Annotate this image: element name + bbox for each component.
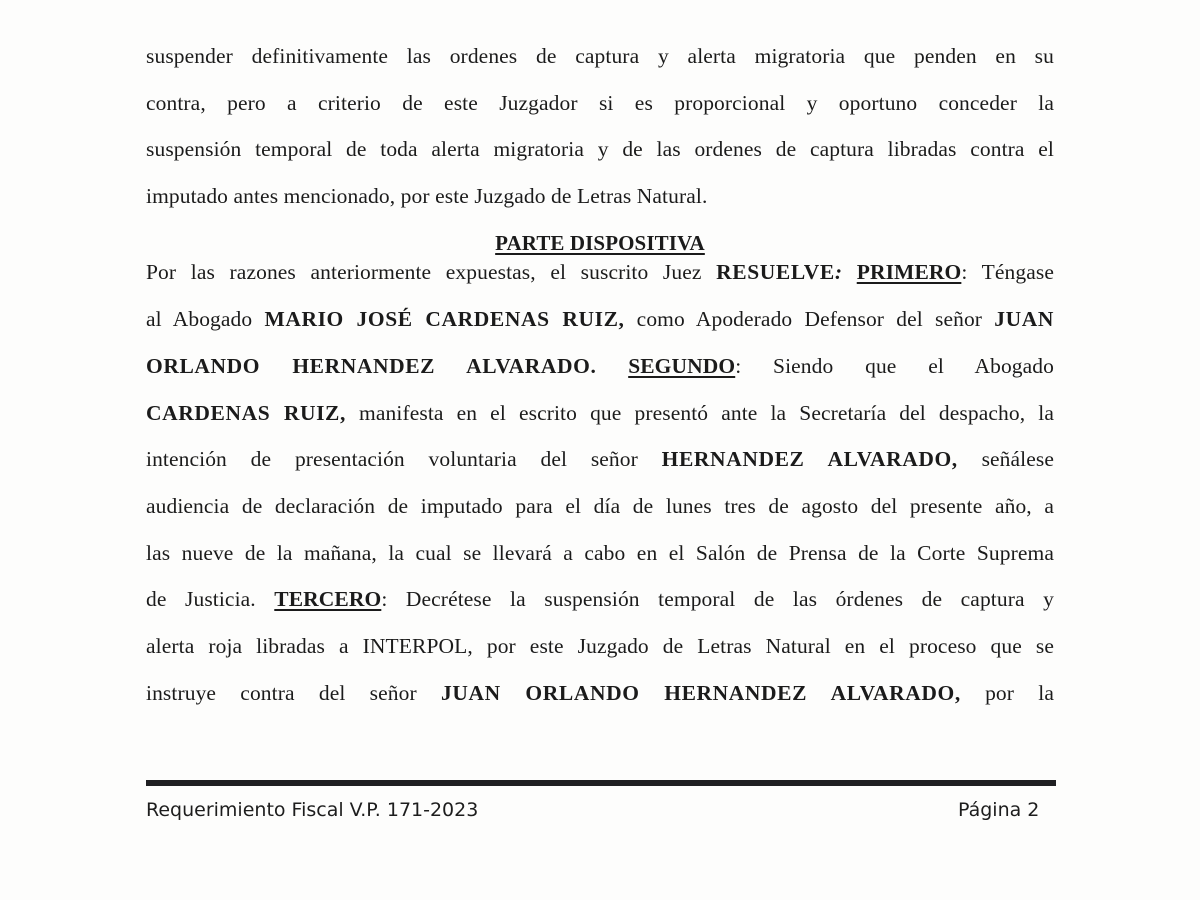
- paragraph2-line6: audiencia de declaración de imputado para el día de lunes tres de agosto del presente año, a: [146, 494, 1054, 518]
- paragraph2-line2: al Abogado MARIO JOSÉ CARDENAS RUIZ, como Apoderado Defensor del señor JUAN: [146, 307, 1054, 331]
- paragraph2-line8: de Justicia. TERCERO: Decrétese la suspensión temporal de las órdenes de captura y: [146, 587, 1054, 611]
- paragraph2-line10: instruye contra del señor JUAN ORLANDO HERNANDEZ ALVARADO, por la: [146, 681, 1054, 705]
- footer-page-number: Página 2: [958, 799, 1040, 821]
- paragraph2-line3: ORLANDO HERNANDEZ ALVARADO. SEGUNDO: Siendo que el Abogado: [146, 354, 1054, 378]
- paragraph1-line3: suspensión temporal de toda alerta migratoria y de las ordenes de captura libradas contra el: [146, 137, 1054, 161]
- paragraph2-line5: intención de presentación voluntaria del señor HERNANDEZ ALVARADO, señálese: [146, 447, 1054, 471]
- paragraph1-line1: suspender definitivamente las ordenes de captura y alerta migratoria que penden en su: [146, 44, 1054, 68]
- section-heading: PARTE DISPOSITIVA: [495, 231, 705, 255]
- paragraph2-line9: alerta roja libradas a INTERPOL, por este Juzgado de Letras Natural en el proceso que se: [146, 634, 1054, 658]
- footer-reference: Requerimiento Fiscal V.P. 171-2023: [146, 799, 479, 821]
- paragraph2-line4: CARDENAS RUIZ, manifesta en el escrito que presentó ante la Secretaría del despacho, la: [146, 401, 1054, 425]
- paragraph2-line7: las nueve de la mañana, la cual se llevará a cabo en el Salón de Prensa de la Corte Suprema: [146, 541, 1054, 565]
- footer-divider: [146, 780, 1056, 786]
- paragraph1-line2: contra, pero a criterio de este Juzgador si es proporcional y oportuno conceder la: [146, 91, 1054, 115]
- paragraph2-line1: Por las razones anteriormente expuestas, el suscrito Juez RESUELVE: PRIMERO: Téngase: [146, 260, 1054, 284]
- paragraph1-line4: imputado antes mencionado, por este Juzgado de Letras Natural.: [146, 184, 708, 208]
